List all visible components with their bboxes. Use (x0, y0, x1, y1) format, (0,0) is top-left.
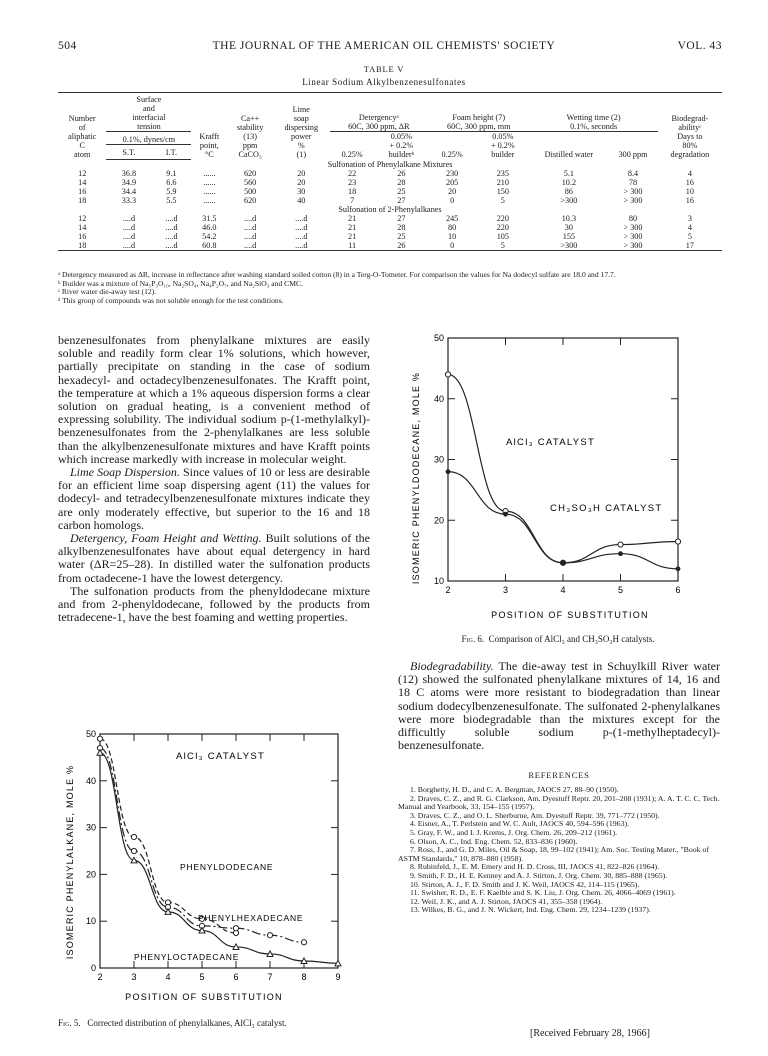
y-tick-label: 40 (433, 393, 444, 404)
table-footnotes (58, 271, 722, 305)
data-point (97, 750, 103, 756)
table-cell: 150 (496, 186, 509, 196)
table-cell: 16 (685, 195, 694, 205)
table-cell: ...... (203, 177, 216, 187)
y-tick-label: 50 (85, 729, 96, 739)
y-tick-label: 10 (85, 916, 96, 927)
table-row (58, 187, 722, 196)
series-line-0 (448, 374, 678, 562)
fig5-xlabel: POSITION OF SUBSTITUTION (125, 992, 283, 1002)
x-tick-label: 9 (335, 972, 341, 982)
data-point (233, 926, 238, 931)
header-line: % (297, 141, 305, 150)
th-biodeg (658, 93, 722, 160)
header-line: CaCO₃ (238, 150, 262, 159)
fig6-label-ch3so3h: CH₃SO₃H CATALYST (550, 503, 663, 514)
table-cell: 105 (496, 231, 509, 241)
header-line: Surface (136, 95, 162, 104)
header-line: 60C, 300 ppm, ΔR (348, 122, 410, 131)
reference-item: 7. Ross, J., and G. D. Miles, Oil & Soap, 18, 99–102 (1941); Am. Soc. Testing Mater., "Book of ASTM Standards," 10, 878–880 (1958). (398, 845, 709, 863)
table-cell: ....d (106, 241, 151, 251)
header-line: point, (199, 141, 219, 150)
data-point (618, 551, 623, 556)
table-cell: 3 (687, 213, 692, 223)
fig5-chart (58, 722, 370, 1012)
table-cell: ....d (165, 213, 178, 223)
header-line: 0.05% (390, 132, 412, 141)
th-det-b (375, 132, 428, 160)
table-cell: 16 (685, 177, 694, 187)
header-line: Number (68, 114, 96, 123)
fig5-caption-block (58, 1018, 370, 1029)
table-cell: 34.4 (121, 186, 137, 196)
table-cell: 80 (448, 222, 457, 232)
reference-item: 11. Swisher, R. D., E. F. Kaelble and S. K. Liu, J. Org. Chem. 26, 4066–4069 (1961). (410, 888, 676, 898)
table-cell: 27 (397, 213, 406, 223)
table-cell: 10 (685, 186, 694, 196)
table-cell: 9.1 (166, 168, 177, 178)
th-det-a: 0.25% (341, 150, 363, 159)
x-tick-label: 5 (617, 585, 624, 595)
data-point (131, 848, 136, 853)
table-row (58, 223, 722, 232)
header-line: dispersing (284, 123, 319, 132)
table-cell: ....d (165, 231, 178, 241)
table-cell: ....d (295, 231, 308, 241)
table-row (58, 196, 722, 205)
table-cell: 18 (78, 195, 87, 205)
th-wet-b: 300 ppm (618, 150, 648, 159)
header-line: interfacial (132, 113, 166, 122)
table-cell: 33.3 (121, 195, 137, 205)
table-cell: ....d (227, 241, 273, 251)
y-tick-label: 40 (85, 775, 96, 786)
header-line: builder (491, 150, 515, 159)
table-cell: 86 (564, 186, 573, 196)
data-point (301, 940, 306, 945)
table-cell: 46.0 (202, 222, 217, 232)
table-cell: 220 (496, 222, 509, 232)
table-cell: 17 (658, 241, 722, 251)
table-cell: ....d (295, 222, 308, 232)
header-line: + 0.2% (490, 141, 515, 150)
table-cell: 54.2 (202, 231, 217, 241)
th-st: S.T. (106, 144, 151, 159)
fig5-label-dodecane: PHENYLDODECANE (180, 862, 274, 872)
reference-item: 5. Gray, F. W., and I. J. Krems, J. Org. Chem. 26, 209–212 (1961). (410, 827, 618, 837)
reference-item: 4. Eisner, A., T. Perlstein and W. C. Ault, JAOCS 40, 594–596 (1963). (410, 819, 630, 829)
header-line: (13) (243, 132, 257, 141)
table-cell: 14 (78, 222, 87, 232)
header-line: power (291, 132, 312, 141)
table-cell: 80 (628, 213, 638, 223)
table-cell: 620 (243, 168, 257, 178)
reference-item: 10. Stirton, A. J., F. D. Smith and J. K. Weil, JAOCS 42, 114–115 (1965). (410, 879, 640, 889)
table-cell: 7 (350, 195, 355, 205)
heading-detergency: Detergency, Foam Height and Wetting. (70, 531, 262, 546)
table-cell: 5.5 (166, 195, 177, 205)
table-row (58, 178, 722, 187)
th-wetting (529, 93, 657, 132)
data-point (445, 372, 450, 377)
header-line: builderᵇ (388, 150, 415, 159)
table-cell: ...... (203, 168, 216, 178)
table-cell: 11 (330, 241, 375, 251)
x-tick-label: 6 (675, 585, 681, 595)
section-mixtures: Sulfonation of Phenylalkane Mixtures (327, 159, 453, 169)
table-cell: 30 (564, 222, 573, 232)
header-line: Wetting time (2) (566, 113, 621, 122)
header-line: Biodegrad- (671, 114, 709, 123)
table-row (58, 241, 722, 251)
table-cell: 4 (687, 168, 692, 178)
table-cell: 36.8 (121, 168, 137, 178)
th-wet-a: Distilled water (544, 150, 594, 159)
header-line: Detergencyᵃ (358, 113, 399, 122)
table-cell: 500 (243, 186, 257, 196)
volume: VOL. 43 (677, 40, 722, 52)
fig6-caption: Comparison of AlCl₃ and CH₃SO₃H catalysts. (488, 634, 655, 644)
table-cell: > 300 (608, 241, 657, 251)
table-cell: 620 (243, 195, 257, 205)
table-cell: 30 (297, 186, 306, 196)
x-tick-label: 7 (267, 972, 273, 982)
table-row (58, 169, 722, 178)
header-line: abilityᶜ (678, 123, 702, 132)
data-point (446, 469, 451, 474)
table-cell: > 300 (623, 231, 643, 241)
fig5-legend: AlCl₃ CATALYST (176, 751, 266, 762)
table-cell: 0 (450, 195, 455, 205)
data-point (618, 542, 623, 547)
fig6-caption-block (398, 634, 718, 644)
header-line: and (143, 104, 155, 113)
table-cell: 60.8 (191, 241, 227, 251)
header-line: Krafft (199, 132, 220, 141)
fig6-label-alcl3: AlCl₃ CATALYST (506, 437, 596, 448)
fig5-caption: Corrected distribution of phenylalkanes, AlCl₃ catalyst. (87, 1018, 287, 1028)
th-lime (273, 93, 330, 160)
header-line: tension (137, 122, 161, 131)
table-cell: 20 (448, 186, 457, 196)
table-cell: 220 (496, 213, 509, 223)
x-tick-label: 2 (97, 972, 103, 982)
table-cell: 14 (78, 177, 87, 187)
right-column-text (398, 660, 720, 752)
table-cell: 155 (562, 231, 576, 241)
table-cell: ....d (122, 231, 136, 241)
journal-title: THE JOURNAL OF THE AMERICAN OIL CHEMISTS' SOCIETY (212, 40, 556, 52)
x-tick-label: 4 (560, 585, 566, 595)
y-tick-label: 20 (85, 869, 96, 880)
header-line: aliphatic (68, 132, 97, 141)
table-cell: 21 (348, 231, 357, 241)
table-cell: 5.9 (166, 186, 177, 196)
para-foaming: The sulfonation products from the phenyldodecane mixture and from 2-phenyldodecane, followed by the products from tetradecene-1, have the best foaming and wetting properties. (58, 583, 370, 625)
header-line: 60C, 300 ppm, mm (447, 122, 511, 131)
table-cell: 5.1 (563, 168, 574, 178)
data-point (131, 834, 136, 839)
table-cell: 22 (348, 168, 357, 178)
table-cell: 5 (476, 241, 529, 251)
data-point (97, 736, 102, 741)
table-cell: ....d (273, 241, 330, 251)
data-point (676, 566, 681, 571)
y-tick-label: 50 (433, 333, 444, 343)
table-cell: ....d (165, 222, 178, 232)
y-tick-label: 30 (85, 822, 96, 833)
table-cell: 560 (243, 177, 257, 187)
x-tick-label: 3 (131, 972, 137, 982)
reference-item: 12. Weil, J. K., and A. J. Stirton, JAOCS 41, 355–358 (1964). (410, 896, 603, 906)
table-cell: >300 (529, 241, 608, 251)
heading-lime-soap: Lime Soap Dispersion. (70, 465, 180, 480)
header-line: degradation (670, 150, 710, 159)
table-cell: ....d (122, 222, 136, 232)
th-surface-sub: 0.1%, dynes/cm (106, 132, 191, 145)
para-biodegradability: Biodegradability. The die-away test in Schuylkill River water (12) showed the sulfonated phenylalkane mixtures of 14, 16 and 18 C atoms were more resistant to biodegradation than linear sodium dodecylbenzenesulfonate. The sulfonated 2-phenylalkanes were more biodegradable than the mixtures except for the difficultly soluble sodium p-(1-methylheptadecyl)-benzenesulfonate. (398, 659, 720, 753)
x-tick-label: 6 (233, 972, 239, 982)
th-detergency (330, 93, 428, 132)
table-cell: 28 (397, 177, 406, 187)
table-cell: ....d (295, 213, 308, 223)
table-cell: 16 (78, 186, 87, 196)
table-cell: 34.9 (121, 177, 137, 187)
table-cell: ....d (243, 231, 257, 241)
table-cell: 4 (687, 222, 692, 232)
x-tick-label: 3 (502, 585, 509, 595)
plot-frame (448, 338, 678, 581)
table-cell: 25 (397, 186, 406, 196)
reference-item: 13. Wilkes, B. G., and J. N. Wickert, Ind. Eng. Chem. 29, 1234–1239 (1937). (410, 905, 651, 915)
table-cell: 230 (445, 168, 459, 178)
th-krafft (191, 93, 227, 160)
footnote-c: ᶜ River water die-away test (12). (58, 287, 157, 297)
table-cell: 12 (78, 213, 87, 223)
y-tick-label: 0 (90, 963, 96, 973)
table-cell: 245 (445, 213, 459, 223)
header-line: Days to (677, 132, 703, 141)
table-cell: > 300 (623, 186, 643, 196)
table-cell: 18 (58, 241, 106, 251)
table-cell: 235 (496, 168, 509, 178)
header-line: C (79, 141, 85, 150)
table-cell: 210 (496, 177, 509, 187)
received-date: [Received February 28, 1966] (530, 1028, 650, 1039)
para-solubility: benzenesulfonates from phenylalkane mixtures are easily soluble and readily form clear 1% solutions, which however, partially precipitate on standing in the case of sodium hexadecyl- and octadecylbenzenesulfonates. The Krafft point, the temperature at which a 1% aqueous dispersion forms a clear solution on gradual heating, is a convenient method of expressing solubility. The individual sodium p-(1-methylalkyl)-benzenesulfonates from the 2-phenylalkanes are less soluble than the alkylbenzenesulfonate mixtures and have Krafft points which increase markedly with increase in molecular weight. (58, 333, 370, 466)
th-foam-a: 0.25% (441, 150, 463, 159)
table-cell: > 300 (623, 222, 643, 232)
table-cell: 10.2 (561, 177, 577, 187)
header-line: 0.05% (492, 132, 514, 141)
table-cell: 6.6 (166, 177, 177, 187)
reference-item: 3. Draves, C. Z., and O. L. Sherburne, Am. Dyestuff Reptr. 39, 771–772 (1950). (410, 810, 660, 820)
table-cell: 78 (628, 177, 638, 187)
header-line: + 0.2% (389, 141, 414, 150)
fig6-caption-label: Fig. 6. (461, 634, 485, 644)
header-line: atom (74, 150, 91, 159)
x-tick-label: 5 (199, 972, 205, 982)
page-number: 504 (58, 40, 77, 52)
table-cell: 5 (687, 231, 692, 241)
table-row (58, 214, 722, 223)
footnote-b: ᵇ Builder was a mixture of Na₅P₃O₁₀, Na₂SO₄, Na₄P₂O₇, and Na₂SiO₃ and CMC. (58, 278, 303, 288)
table-cell: 16 (78, 231, 87, 241)
header-line: 0.1%, seconds (570, 122, 618, 131)
header-line: Lime (292, 105, 310, 114)
table-cell: 26 (397, 168, 406, 178)
table-cell: 0 (428, 241, 476, 251)
fig5-label-hexadecane: PHENYLHEXADECANE (198, 913, 304, 923)
table-cell: ....d (122, 213, 136, 223)
fig5-caption-label: Fig. 5. (58, 1018, 81, 1028)
data-point (503, 512, 508, 517)
table-cell: 40 (297, 195, 306, 205)
fig5-label-octadecane: PHENYLOCTADECANE (134, 952, 240, 962)
table-cell: 20 (297, 177, 306, 187)
table-cell: 205 (445, 177, 459, 187)
x-tick-label: 2 (445, 585, 451, 595)
reference-item: 6. Olson, A. C., Ind. Eng. Chem. 52, 833–836 (1960). (410, 836, 578, 846)
header-line: °C (204, 150, 214, 159)
header-line: soap (293, 114, 309, 123)
x-tick-label: 8 (301, 972, 307, 982)
table-cell: 21 (348, 222, 357, 232)
th-number (58, 93, 106, 160)
header-line: of (78, 123, 86, 132)
para-detergency: Detergency, Foam Height and Wetting. Built solutions of the alkylbenzenesulfonates have about equal detergency in hard water (ΔR=25–28). In distilled water the sulfonation products from octadecene-1 have the lowest detergency. (58, 531, 370, 585)
table-cell: 23 (348, 177, 357, 187)
table-cell: 5 (500, 195, 505, 205)
fig6-chart (398, 328, 718, 628)
fig6-xlabel: POSITION OF SUBSTITUTION (491, 610, 649, 620)
header-line: stability (236, 123, 264, 132)
heading-biodegradability: Biodegradability. (410, 659, 494, 673)
references-list (398, 786, 720, 915)
table-cell: > 300 (623, 195, 643, 205)
table-cell: 12 (78, 168, 87, 178)
section-2-phenylalkanes: Sulfonation of 2-Phenylalkanes (338, 204, 442, 214)
table-cell: 31.5 (202, 213, 217, 223)
header-line: (1) (296, 150, 307, 159)
table-cell: 25 (397, 231, 406, 241)
y-tick-label: 20 (433, 515, 444, 526)
table-title: Linear Sodium Alkylbenzenesulfonates (302, 77, 466, 87)
table-cell: 18 (348, 186, 357, 196)
y-tick-label: 10 (433, 576, 444, 586)
table-cell: 27 (397, 195, 406, 205)
table-cell: ....d (243, 213, 257, 223)
footnote-a: ᵃ Detergency measured as ΔR, increase in reflectance after washing standard soiled cotton (8) in a Terg-O-Tometer. For comparison the values for Na dodecyl sulfate are 18.0 and 17.7. (58, 270, 616, 279)
reference-item: 1. Borghetty, H. D., and C. A. Bergman, JAOCS 27, 88–90 (1950). (410, 785, 619, 794)
series-line-1 (448, 472, 678, 569)
series-line-2 (100, 753, 338, 964)
table-cell: ...... (203, 186, 216, 196)
data-point (675, 539, 680, 544)
table-cell: 8.4 (627, 168, 639, 178)
table-cell: 26 (375, 241, 428, 251)
table-cell: ...... (203, 195, 216, 205)
y-tick-label: 30 (433, 454, 444, 465)
table-cell: 21 (348, 213, 357, 223)
header-line: Ca++ (240, 114, 260, 123)
th-foam-b (476, 132, 529, 160)
th-it: I.T. (151, 144, 191, 159)
x-tick-label: 4 (165, 972, 171, 982)
table-v (58, 92, 722, 251)
table-cell: 28 (397, 222, 406, 232)
fig5-ylabel: ISOMERIC PHENYLALKANE, MOLE % (65, 764, 75, 960)
th-ca (227, 93, 273, 160)
table-cell: 10 (448, 231, 457, 241)
table-row (58, 232, 722, 241)
table-cell: 20 (297, 168, 306, 178)
table-cell: 10.3 (561, 213, 577, 223)
table-cell: >300 (560, 195, 578, 205)
header-line: ppm (242, 141, 258, 150)
table-cell: ....d (151, 241, 191, 251)
th-foam (428, 93, 529, 132)
footnote-d: ᵈ This group of compounds was not soluble enough for the test conditions. (58, 295, 284, 305)
th-surface (106, 93, 191, 132)
reference-item: 8. Rubinfeld, J., E. M. Emery and H. D. Cross, III, JAOCS 41, 822–826 (1964). (410, 862, 660, 872)
header-line: 80% (682, 141, 698, 150)
data-point (267, 933, 272, 938)
left-column-text (58, 334, 370, 624)
fig6-ylabel: ISOMERIC PHENYLDODECANE, MOLE % (411, 371, 421, 585)
reference-item: 2. Draves, C. Z., and R. G. Clarkson, Am. Dyestuff Reptr. 20, 201–208 (1931); A. A. T. C. C. Tech. Manual and Yearbook, 33, 154–155 (1957). (398, 793, 720, 812)
reference-item: 9. Smith, F. D., H. E. Kenney and A. J. Stirton, J. Org. Chem. 30, 885–888 (1965). (410, 870, 668, 880)
para-lime-soap: Lime Soap Dispersion. Since values of 10 or less are desirable for an efficient lime soap dispersing agent (11) the values for dodecyl- and tetradecylbenzenesulfonate mixtures indicate they are only moderately effective, but superior to the 16 and 18 carbon homologs. (58, 465, 370, 532)
table-label: TABLE V (363, 64, 405, 74)
data-point (561, 560, 566, 565)
references-title: REFERENCES (528, 770, 590, 780)
table-cell: ....d (243, 222, 257, 232)
header-line: Foam height (7) (452, 113, 506, 122)
